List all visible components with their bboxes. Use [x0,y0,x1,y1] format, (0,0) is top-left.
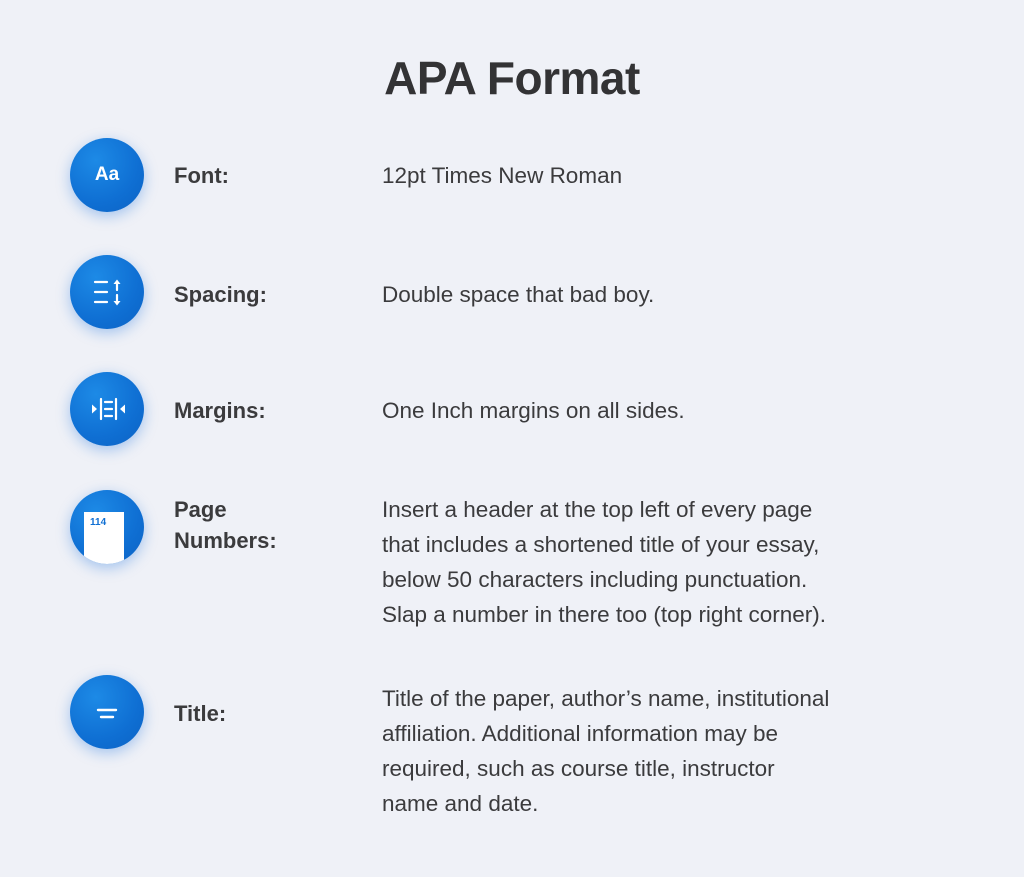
page-sheet [84,512,124,564]
page-number-text: 114 [90,517,107,528]
page-numbers-label-line2: Numbers: [174,528,277,553]
spacing-label: Spacing: [174,282,267,307]
page-numbers-description [382,492,942,632]
page-numbers-description-line: below 50 characters including punctuation. [382,567,808,592]
page-number-icon [70,490,144,564]
title-description-line: name and date. [382,791,539,816]
title-description-line: Title of the paper, author’s name, institutional [382,686,830,711]
title-description-line: required, such as course title, instructor [382,756,775,781]
page-numbers-label [174,494,354,556]
page-numbers-description-line: Slap a number in there too (top right corner). [382,602,826,627]
margins-label: Margins: [174,398,266,423]
page-numbers-description-line: Insert a header at the top left of every page [382,497,813,522]
spacing-description: Double space that bad boy. [382,282,655,307]
page-numbers-description-line: that includes a shortened title of your essay, [382,532,820,557]
margins-icon [70,372,144,446]
page-numbers-label-line1: Page [174,497,227,522]
font-label: Font: [174,163,229,188]
page-title: APA Format [384,52,640,104]
font-icon [70,138,144,212]
title-label: Title: [174,701,227,726]
title-description-line: affiliation. Additional information may be [382,721,779,746]
line-spacing-icon [70,255,144,329]
title-icon [70,675,144,749]
title-description [382,681,942,821]
font-icon-text: Aa [94,164,120,185]
font-description: 12pt Times New Roman [382,163,623,188]
margins-description: One Inch margins on all sides. [382,398,685,423]
